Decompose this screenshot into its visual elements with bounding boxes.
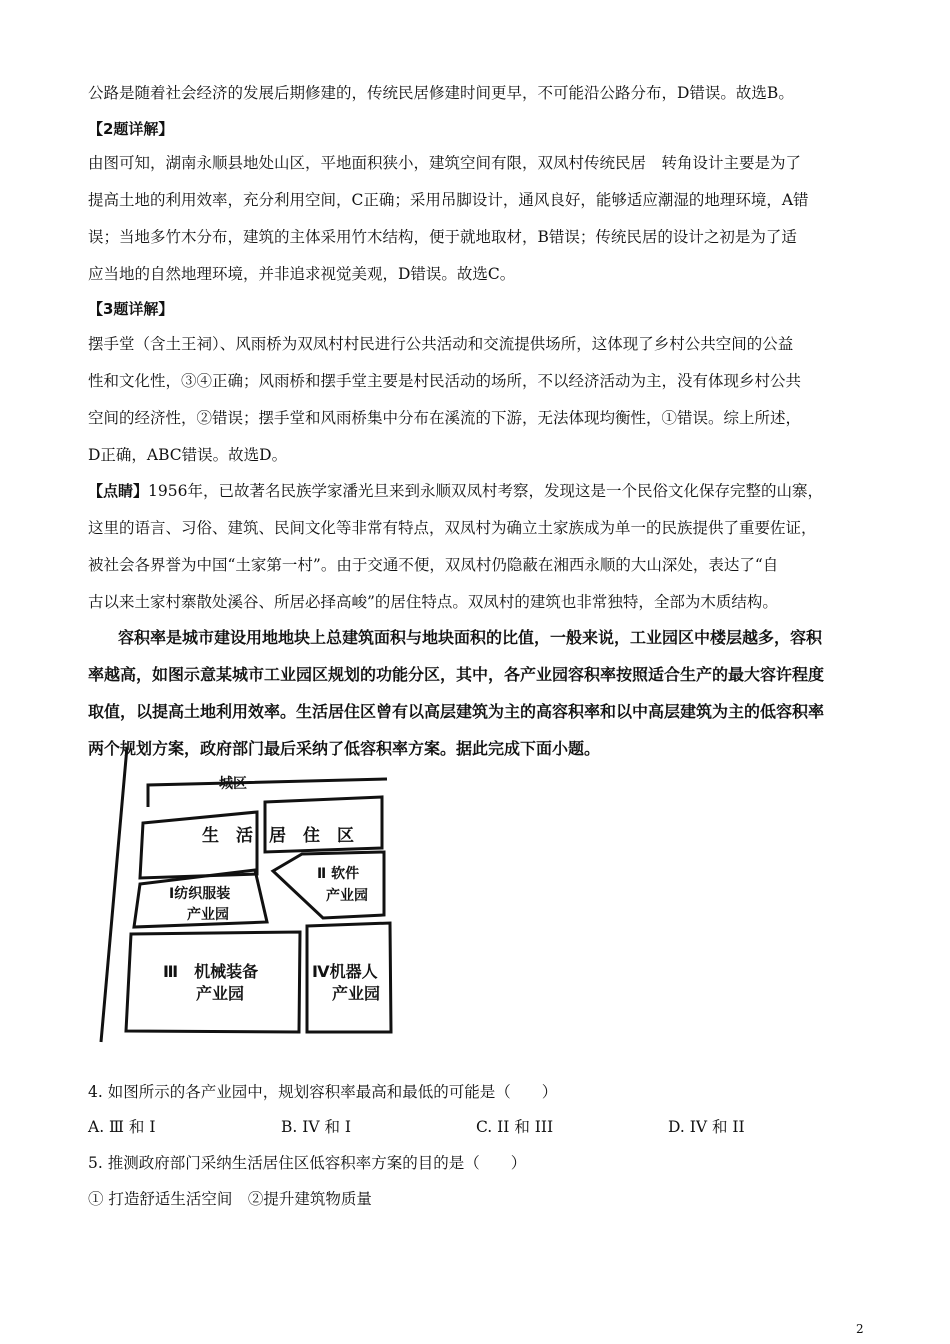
option-c: C. II 和 III [476, 1118, 554, 1136]
text-line [88, 480, 823, 502]
map-label-zone3-a: Ⅲ 机械装备 [163, 962, 259, 981]
dianjing-tag: 【点睛】 [88, 482, 149, 500]
intro-line: 容积率是城市建设用地地块上总建筑面积与地块面积的比值，一般来说，工业园区中楼层越多，容积 [118, 628, 823, 647]
section-heading: 【3题详解】 [88, 300, 174, 318]
map-label-zone1-b: 产业园 [187, 907, 229, 923]
text-line: 古以来土家村寨散处溪谷、所居必择高峻”的居住特点。双凤村的建筑也非常独特，全部为木质结构。 [88, 593, 778, 611]
text-line: 这里的语言、习俗、建筑、民间文化等非常有特点，双凤村为确立土家族成为单一的民族提供了重要佐证， [88, 519, 817, 537]
text-line: 性和文化性，③④正确；风雨桥和摆手堂主要是村民活动的场所，不以经济活动为主，没有体现乡村公共 [88, 372, 802, 390]
map-label-zone3-b: 产业园 [196, 984, 245, 1003]
text-line: 被社会各界誉为中国“土家第一村”。由于交通不便，双凤村仍隐蔽在湘西永顺的大山深处，表达了“自 [88, 556, 779, 574]
map-label-zone4-a: Ⅳ机器人 [312, 962, 378, 981]
option-d: D. IV 和 II [668, 1118, 745, 1136]
text-line: D正确，ABC错误。故选D。 [88, 446, 288, 464]
page-number: 2 [856, 1322, 864, 1336]
text-line: 摆手堂（含土王祠）、风雨桥为双凤村村民进行公共活动和交流提供场所，这体现了乡村公共空间的公益 [88, 335, 794, 353]
dianjing-text: 1956年，已故著名民族学家潘光旦来到永顺双凤村考察，发现这是一个民俗文化保存完整的山寨， [148, 482, 823, 500]
zone-3 [126, 932, 300, 1032]
question-4-stem: 4. 如图所示的各产业园中，规划容积率最高和最低的可能是（ ） [88, 1083, 558, 1101]
zone-2 [273, 852, 384, 918]
text-line: 误；当地多竹木分布，建筑的主体采用竹木结构，便于就地取材，B错误；传统民居的设计之初是为了适 [88, 228, 797, 246]
intro-line: 取值，以提高土地利用效率。生活居住区曾有以高层建筑为主的高容积率和以中高层建筑为主的低容积率 [88, 702, 825, 721]
map-label-living-a: 生 活 [202, 826, 253, 846]
intro-line: 率越高，如图示意某城市工业园区规划的功能分区，其中，各产业园容积率按照适合生产的最大容许程度 [88, 665, 825, 684]
intro-line: 两个规划方案，政府部门最后采纳了低容积率方案。据此完成下面小题。 [88, 739, 601, 758]
map-label-zone1-a: Ⅰ纺织服装 [169, 886, 231, 902]
section-heading: 【2题详解】 [88, 120, 174, 138]
map-label-zone4-b: 产业园 [332, 984, 381, 1003]
option-a: A. Ⅲ 和 I [88, 1118, 156, 1136]
road-left [101, 747, 127, 1042]
text-line: 由图可知，湖南永顺县地处山区，平地面积狭小，建筑空间有限，双凤村传统民居 转角设计主要是为了 [88, 154, 802, 172]
text-line: 提高土地的利用效率，充分利用空间，C正确；采用吊脚设计，通风良好，能够适应潮湿的地理环境，A错 [88, 191, 809, 209]
map-label-zone2-a: Ⅱ 软件 [317, 866, 360, 882]
text-line: 公路是随着社会经济的发展后期修建的，传统民居修建时间更早，不可能沿公路分布，D错误。故选B。 [88, 84, 794, 102]
map-label-living-b: 居 住 区 [269, 826, 354, 846]
option-b: B. IV 和 I [281, 1118, 352, 1136]
question-5-items: ① 打造舒适生活空间 ②提升建筑物质量 [88, 1190, 372, 1208]
question-5-stem: 5. 推测政府部门采纳生活居住区低容积率方案的目的是（ ） [88, 1154, 527, 1172]
text-line: 空间的经济性，②错误；摆手堂和风雨桥集中分布在溪流的下游，无法体现均衡性，①错误。综上所述， [88, 409, 802, 427]
map-label-city: 城区 [219, 776, 247, 792]
text-line: 应当地的自然地理环境，并非追求视觉美观，D错误。故选C。 [88, 265, 516, 283]
industrial-park-map [95, 745, 405, 1045]
map-label-zone2-b: 产业园 [326, 888, 368, 904]
